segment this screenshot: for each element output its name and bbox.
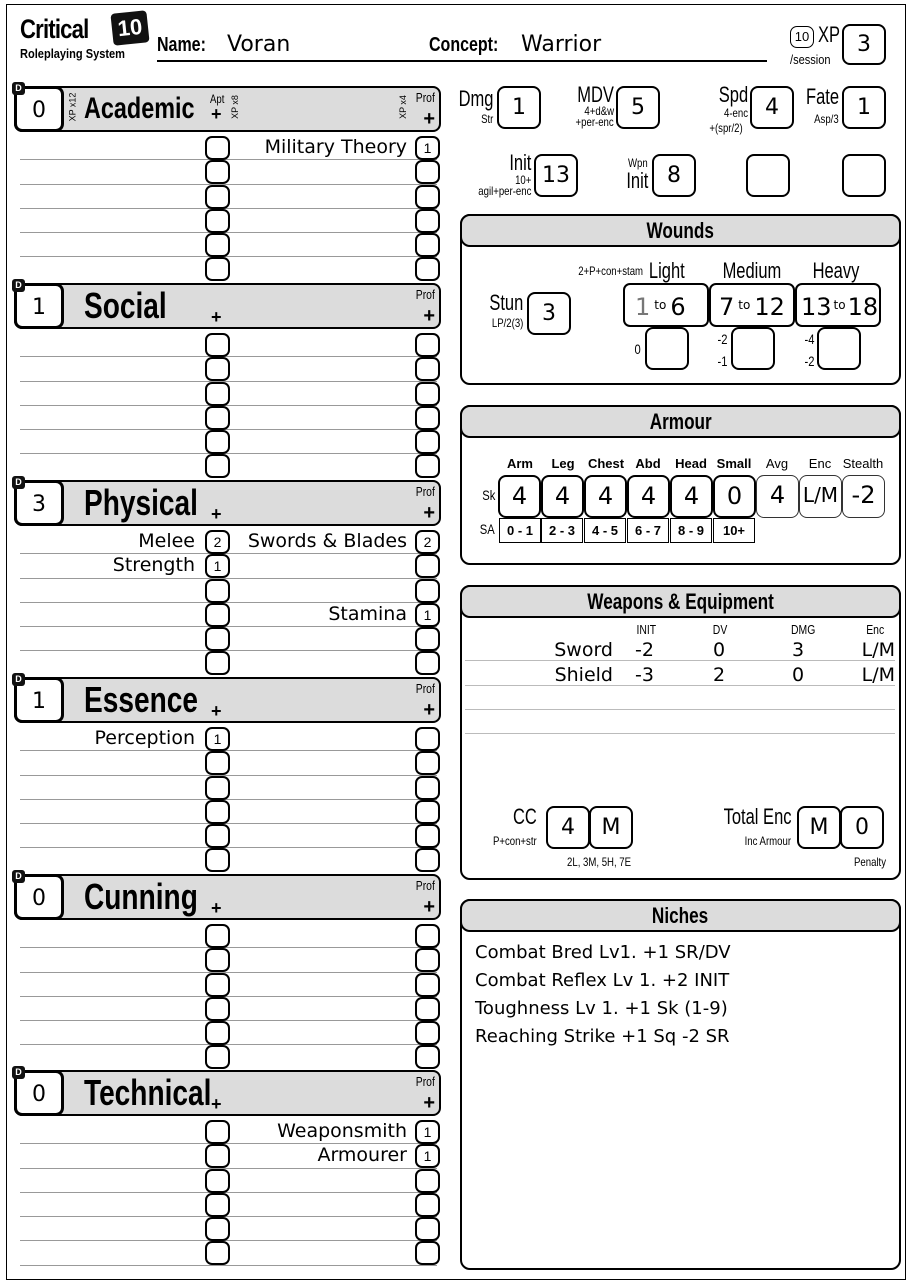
stun-field[interactable]: 3 (527, 292, 571, 335)
wound-heavy-tally[interactable] (817, 327, 861, 370)
name-field[interactable]: Voran (227, 32, 291, 57)
wound-light-range: 1 $^{to}$ 6 (623, 283, 709, 327)
armour-sa-arm: 0 - 1 (499, 518, 541, 543)
wound-heavy-mod-1: -4 (804, 331, 814, 347)
niche-item[interactable]: Toughness Lv 1. +1 Sk (1-9) (475, 998, 728, 1019)
mdv-formula-1: 4+d&w (584, 104, 614, 118)
apt-field[interactable] (205, 651, 230, 675)
apt-field[interactable] (205, 848, 230, 872)
apt-field[interactable] (205, 333, 230, 357)
armour-sa-small: 10+ (713, 518, 755, 543)
skill-row (14, 1021, 441, 1045)
spd-field[interactable]: 4 (750, 86, 794, 129)
cc-class-field[interactable]: M (589, 806, 633, 849)
wound-heavy-label: Heavy (812, 258, 859, 283)
skill-row (14, 406, 441, 430)
weapon-row[interactable] (465, 662, 895, 686)
skill-row (14, 1241, 441, 1265)
armour-sk-leg[interactable]: 4 (541, 475, 584, 518)
fate-formula: Asp/3 (814, 112, 839, 126)
apt-field[interactable]: 1 (205, 554, 230, 578)
armour-sa-abd: 6 - 7 (627, 518, 669, 543)
weapon-init: -2 (635, 639, 654, 661)
weapon-dv: 2 (713, 664, 726, 686)
prof-field[interactable] (415, 997, 440, 1021)
blank-stat-field-1[interactable] (746, 154, 790, 197)
armour-head-head: Head (675, 456, 707, 471)
init-formula-2: agil+per-enc (477, 184, 531, 198)
apt-field[interactable] (205, 136, 230, 160)
prof-field[interactable] (415, 924, 440, 948)
section-title: Social (84, 285, 167, 326)
init-field[interactable]: 13 (534, 154, 578, 197)
apt-field[interactable] (205, 948, 230, 972)
skill-row (14, 824, 441, 848)
weapon-init: -3 (635, 664, 654, 686)
skill-row (14, 1169, 441, 1193)
dmg-formula: Str (480, 112, 493, 126)
section-score-field[interactable]: 0 (14, 874, 64, 920)
apt-field[interactable] (205, 800, 230, 824)
skill-row (14, 333, 441, 357)
section-header (14, 86, 441, 132)
armour-head-abd: Abd (635, 456, 661, 471)
wpn-init-field[interactable]: 8 (652, 154, 696, 197)
niche-item[interactable]: Reaching Strike +1 Sq -2 SR (475, 1026, 730, 1047)
skill-row (14, 997, 441, 1021)
prof-field[interactable] (415, 430, 440, 454)
d10-die-icon: D (12, 476, 25, 489)
armour-head-enc: Enc (808, 456, 832, 471)
apt-field[interactable] (205, 1021, 230, 1045)
prof-field[interactable] (415, 800, 440, 824)
niche-item[interactable]: Combat Reflex Lv 1. +2 INIT (475, 970, 730, 991)
prof-field[interactable] (415, 948, 440, 972)
skill-row (14, 357, 441, 381)
prof-label: Prof (415, 484, 435, 499)
apt-field[interactable] (205, 160, 230, 184)
section-header (14, 874, 441, 920)
armour-head-stealth: Stealth (842, 456, 884, 471)
prof-field[interactable] (415, 257, 440, 281)
prof-field[interactable] (415, 848, 440, 872)
skill-row (14, 209, 441, 233)
apt-field[interactable] (205, 382, 230, 406)
blank-stat-field-2[interactable] (842, 154, 886, 197)
d10-die-icon: D (12, 870, 25, 883)
wounds-title: Wounds (460, 214, 901, 247)
prof-label: Prof (415, 287, 435, 302)
stun-formula: LP/2(3) (491, 316, 523, 330)
skill-row (14, 454, 441, 478)
wpn-init-label-top: Wpn (628, 156, 648, 170)
apt-field[interactable] (205, 1169, 230, 1193)
prof-field[interactable]: 1 (415, 1144, 440, 1168)
prof-field[interactable]: 1 (415, 1120, 440, 1144)
prof-field[interactable] (415, 406, 440, 430)
weapon-dv: 0 (713, 639, 726, 661)
apt-field[interactable] (205, 627, 230, 651)
prof-field[interactable] (415, 579, 440, 603)
niche-item[interactable]: Combat Bred Lv1. +1 SR/DV (475, 942, 731, 963)
section-title: Cunning (84, 876, 198, 917)
add-apt-icon[interactable]: + (211, 898, 222, 918)
weapon-name: Shield (554, 664, 613, 686)
wound-medium-mod-2: -1 (717, 353, 727, 369)
init-formula-1: 10+ (514, 173, 531, 187)
skill-row: Stamina 1 (14, 603, 441, 627)
wound-medium-range: 7 $^{to}$ 12 (709, 283, 795, 327)
d10-die-icon: 10 (110, 10, 149, 46)
apt-field[interactable] (205, 776, 230, 800)
skill-row: Perception 1 (14, 727, 441, 751)
armour-sk-chest[interactable]: 4 (584, 475, 627, 518)
apt-field[interactable] (205, 430, 230, 454)
prof-field[interactable] (415, 233, 440, 257)
prof-label: Prof (415, 681, 435, 696)
xp-cost-label: XP x8 (229, 95, 240, 119)
logo-title: Critical (20, 14, 89, 44)
weapon-enc: L/M (861, 639, 895, 661)
apt-field[interactable] (205, 209, 230, 233)
skill-row (14, 1217, 441, 1241)
armour-sk-label: Sk (481, 487, 495, 503)
logo-subtitle: Roleplaying System (20, 46, 126, 61)
cc-value-field[interactable]: 4 (546, 806, 590, 849)
skill-row (14, 948, 441, 972)
apt-field[interactable] (205, 924, 230, 948)
add-prof-icon[interactable]: + (423, 108, 435, 130)
apt-field[interactable] (205, 257, 230, 281)
armour-sa-label: SA (480, 521, 495, 537)
weapons-title: Weapons & Equipment (460, 585, 901, 618)
skill-row (14, 257, 441, 281)
skill-row (14, 430, 441, 454)
armour-head-arm: Arm (506, 456, 533, 471)
add-apt-icon[interactable]: + (211, 701, 222, 721)
prof-field[interactable] (415, 1241, 440, 1265)
prof-field[interactable] (415, 382, 440, 406)
prof-field[interactable] (415, 160, 440, 184)
apt-field[interactable] (205, 1144, 230, 1168)
section-title: Essence (84, 679, 198, 720)
apt-field[interactable] (205, 997, 230, 1021)
add-apt-icon[interactable]: + (211, 307, 222, 327)
d10-die-icon: D (12, 82, 25, 95)
skill-row: Armourer 1 (14, 1144, 441, 1168)
wound-heavy-range: 13 $^{to}$18 (795, 283, 881, 327)
prof-label: Prof (415, 878, 435, 893)
prof-field[interactable] (415, 209, 440, 233)
apt-field[interactable] (205, 1120, 230, 1144)
total-enc-sub: Inc Armour (744, 834, 791, 848)
armour-head-small: Small (716, 456, 752, 471)
wound-formula: 2+P+con+stam (578, 264, 643, 278)
section-title: Physical (84, 482, 198, 523)
prof-label: Prof (415, 90, 435, 105)
weapon-row-empty[interactable] (465, 686, 895, 710)
wound-medium-label: Medium (722, 258, 781, 283)
skill-row: Military Theory 1 (14, 136, 441, 160)
wound-light-tally[interactable] (645, 327, 689, 370)
add-prof-icon[interactable]: + (423, 502, 435, 524)
section-score-field[interactable]: 0 (14, 1070, 64, 1116)
apt-field[interactable] (205, 454, 230, 478)
armour-head-leg: Leg (551, 456, 575, 471)
name-concept-row (157, 30, 767, 62)
mdv-formula-2: +per-enc (575, 115, 614, 129)
armour-head-chest: Chest (587, 456, 625, 471)
wound-heavy-mod-2: -2 (804, 353, 814, 369)
skill-row (14, 800, 441, 824)
skill-row (14, 751, 441, 775)
armour-sk-arm[interactable]: 4 (498, 475, 541, 518)
weapon-enc: L/M (861, 664, 895, 686)
section-header (14, 1070, 441, 1116)
prof-field[interactable] (415, 1169, 440, 1193)
wound-light-mod: 0 (634, 341, 641, 357)
skill-row: Weaponsmith 1 (14, 1120, 441, 1144)
wound-medium-mod-1: -2 (717, 331, 727, 347)
prof-field[interactable] (415, 727, 440, 751)
add-prof-icon[interactable]: + (423, 305, 435, 327)
apt-label: Apt (210, 92, 225, 106)
d10-die-icon: D (12, 673, 25, 686)
add-apt-icon[interactable]: + (211, 504, 222, 524)
prof-field[interactable] (415, 1217, 440, 1241)
armour-title: Armour (460, 405, 901, 438)
apt-field[interactable] (205, 1193, 230, 1217)
stun-label: Stun (489, 290, 523, 315)
d10-die-icon: D (12, 279, 25, 292)
apt-field[interactable] (205, 603, 230, 627)
weapons-col-enc: Enc (866, 622, 885, 637)
prof-field[interactable]: 1 (415, 603, 440, 627)
add-prof-icon[interactable]: + (423, 699, 435, 721)
xp-label: XP (818, 22, 841, 47)
prof-field[interactable] (415, 824, 440, 848)
cc-note: 2L, 3M, 5H, 7E (566, 855, 631, 869)
mdv-field[interactable]: 5 (616, 86, 660, 129)
weapons-col-init: INIT (636, 622, 657, 637)
enc-penalty-field[interactable]: 0 (840, 806, 884, 849)
dmg-label: Dmg (458, 86, 493, 111)
prof-label: Prof (415, 1074, 435, 1089)
skill-row (14, 1045, 441, 1069)
apt-field[interactable] (205, 1241, 230, 1265)
spd-formula-1: 4-enc (723, 106, 748, 120)
section-header (14, 677, 441, 723)
armour-sk-abd[interactable]: 4 (627, 475, 670, 518)
section-score-field[interactable]: 1 (14, 283, 64, 329)
concept-field[interactable]: Warrior (521, 32, 602, 57)
prof-field[interactable]: 2 (415, 530, 440, 554)
skill-row: Strength 1 (14, 554, 441, 578)
name-label: Name: (157, 34, 206, 56)
prof-field[interactable] (415, 627, 440, 651)
prof-field[interactable] (415, 1021, 440, 1045)
total-enc-field[interactable]: M (797, 806, 841, 849)
apt-field[interactable] (205, 579, 230, 603)
mdv-label: MDV (577, 82, 614, 107)
section-header (14, 283, 441, 329)
apt-field[interactable]: 1 (205, 727, 230, 751)
apt-field[interactable] (205, 973, 230, 997)
armour-sa-head: 8 - 9 (670, 518, 712, 543)
skill-row (14, 382, 441, 406)
xp-cost-label: XP x4 (397, 95, 408, 119)
skill-row (14, 1193, 441, 1217)
xp-field[interactable]: 3 (842, 24, 886, 65)
apt-field[interactable] (205, 233, 230, 257)
skill-row (14, 848, 441, 872)
armour-sk-stealth[interactable]: -2 (842, 475, 885, 518)
prof-field[interactable] (415, 973, 440, 997)
armour-sk-head[interactable]: 4 (670, 475, 713, 518)
add-apt-icon[interactable]: + (211, 104, 222, 124)
xp-per-session-label: /session (790, 52, 831, 67)
prof-field[interactable] (415, 1045, 440, 1069)
armour-sk-small[interactable]: 0 (713, 475, 756, 518)
prof-field[interactable] (415, 554, 440, 578)
apt-field[interactable] (205, 751, 230, 775)
apt-field[interactable] (205, 185, 230, 209)
section-score-field[interactable]: 1 (14, 677, 64, 723)
apt-field[interactable] (205, 1045, 230, 1069)
prof-field[interactable]: 1 (415, 136, 440, 160)
fate-label: Fate (805, 84, 839, 109)
fate-field[interactable]: 1 (842, 86, 886, 129)
weapon-row-empty[interactable] (465, 710, 895, 734)
niches-title: Niches (460, 899, 901, 932)
add-apt-icon[interactable]: + (211, 1094, 222, 1114)
prof-field[interactable] (415, 1193, 440, 1217)
weapon-name: Sword (554, 639, 613, 661)
dmg-field[interactable]: 1 (497, 86, 541, 129)
concept-label: Concept: (429, 34, 499, 56)
section-header (14, 480, 441, 526)
cc-label: CC (513, 804, 537, 829)
skill-row (14, 185, 441, 209)
prof-field[interactable] (415, 333, 440, 357)
apt-field[interactable]: 2 (205, 530, 230, 554)
armour-sk-avg[interactable]: 4 (756, 475, 799, 518)
wound-medium-tally[interactable] (731, 327, 775, 370)
armour-sa-leg: 2 - 3 (541, 518, 583, 543)
spd-label: Spd (718, 82, 748, 107)
weapon-row[interactable] (465, 637, 895, 661)
skill-row (14, 924, 441, 948)
add-prof-icon[interactable]: + (423, 896, 435, 918)
skill-row (14, 627, 441, 651)
armour-sk-enc[interactable]: L/M (799, 475, 842, 518)
d10-die-icon: 10 (790, 26, 814, 48)
prof-field[interactable] (415, 454, 440, 478)
d10-die-icon: D (12, 1066, 25, 1079)
penalty-label: Penalty (853, 855, 886, 869)
skill-row (14, 776, 441, 800)
init-label: Init (508, 150, 531, 175)
prof-field[interactable] (415, 651, 440, 675)
weapon-dmg: 0 (792, 664, 805, 686)
wound-light-label: Light (649, 258, 685, 283)
apt-field[interactable] (205, 357, 230, 381)
section-score-field[interactable]: 0 (14, 86, 64, 132)
skill-row (14, 233, 441, 257)
weapons-col-dv: DV (712, 622, 728, 637)
add-prof-icon[interactable]: + (423, 1092, 435, 1114)
total-enc-label: Total Enc (723, 804, 791, 829)
apt-field[interactable] (205, 406, 230, 430)
wpn-init-label: Init (625, 168, 648, 193)
prof-field[interactable] (415, 776, 440, 800)
weapons-col-dmg: DMG (791, 622, 816, 637)
armour-sa-chest: 4 - 5 (584, 518, 626, 543)
logo (20, 13, 144, 61)
skill-row: Melee 2 Swords & Blades 2 (14, 530, 441, 554)
xp-cost-label: XP x12 (67, 92, 78, 122)
apt-field[interactable] (205, 1217, 230, 1241)
weapon-dmg: 3 (792, 639, 805, 661)
cc-formula: P+con+str (493, 834, 537, 848)
spd-formula-2: +(spr/2) (709, 121, 743, 135)
skill-row (14, 579, 441, 603)
prof-field[interactable] (415, 185, 440, 209)
apt-field[interactable] (205, 824, 230, 848)
section-title: Academic (84, 92, 195, 125)
prof-field[interactable] (415, 357, 440, 381)
prof-field[interactable] (415, 751, 440, 775)
section-title: Technical (84, 1072, 212, 1113)
skill-row (14, 160, 441, 184)
section-score-field[interactable]: 3 (14, 480, 64, 526)
armour-head-avg: Avg (765, 456, 789, 471)
skill-row (14, 651, 441, 675)
skill-row (14, 973, 441, 997)
